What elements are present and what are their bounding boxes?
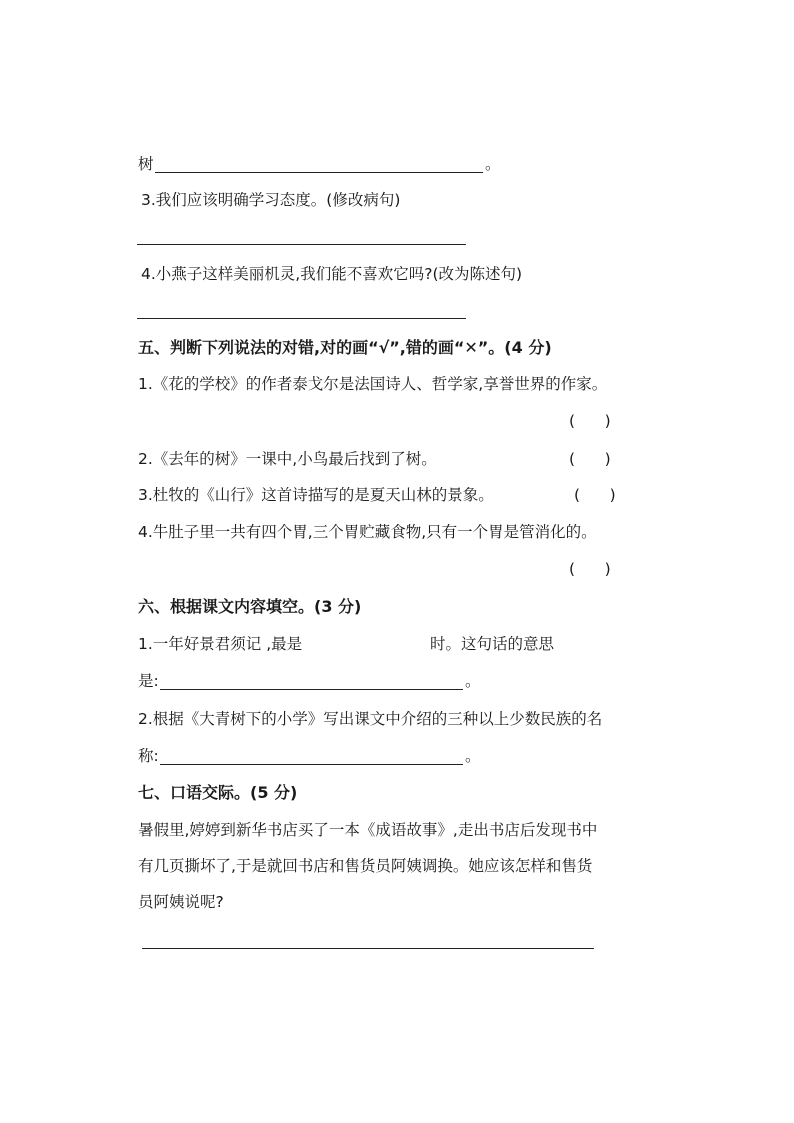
answer-line[interactable] <box>155 172 483 173</box>
fill-question-2-a: 2.根据《大青树下的小学》写出课文中介绍的三种以上少数民族的名 <box>138 710 603 728</box>
fill-line-suffix: 。 <box>485 155 501 173</box>
answer-line[interactable] <box>160 689 463 690</box>
answer-line[interactable] <box>142 948 594 949</box>
judge-item-3: 3.杜牧的《山行》这首诗描写的是夏天山林的景象。 <box>138 486 494 504</box>
answer-parentheses[interactable]: ( ) <box>569 412 611 430</box>
question-item-4: 4.小燕子这样美丽机灵,我们能不喜欢它吗?(改为陈述句) <box>141 265 523 283</box>
answer-parentheses[interactable]: ( ) <box>569 450 611 468</box>
answer-line[interactable] <box>137 318 466 319</box>
fill-question-1-a: 1.一年好景君须记 ,最是 <box>138 635 303 653</box>
fill-line-prefix: 树 <box>138 155 154 173</box>
answer-line[interactable] <box>137 244 466 245</box>
answer-line[interactable] <box>160 764 463 765</box>
fill-question-2-end: 。 <box>465 747 481 765</box>
judge-item-1: 1.《花的学校》的作者泰戈尔是法国诗人、哲学家,享誉世界的作家。 <box>138 375 608 393</box>
judge-item-4: 4.牛肚子里一共有四个胃,三个胃贮藏食物,只有一个胃是管消化的。 <box>138 523 597 541</box>
fill-question-1-b: 时。这句话的意思 <box>430 635 555 653</box>
dialogue-prompt-line-1: 暑假里,婷婷到新华书店买了一本《成语故事》,走出书店后发现书中 <box>138 821 598 839</box>
dialogue-prompt-line-2: 有几页撕坏了,于是就回书店和售货员阿姨调换。她应该怎样和售货 <box>138 857 593 875</box>
fill-question-1-c: 是: <box>138 672 159 690</box>
dialogue-prompt-line-3: 员阿姨说呢? <box>138 893 224 911</box>
fill-question-2-b: 称: <box>138 747 159 765</box>
judge-item-2: 2.《去年的树》一课中,小鸟最后找到了树。 <box>138 450 437 468</box>
fill-question-1-end: 。 <box>465 672 481 690</box>
answer-parentheses[interactable]: ( ) <box>569 560 611 578</box>
section-7-title: 七、口语交际。(5 分) <box>138 783 298 802</box>
section-5-title: 五、判断下列说法的对错,对的画“√”,错的画“✕”。(4 分) <box>138 338 552 357</box>
question-item-3: 3.我们应该明确学习态度。(修改病句) <box>141 191 401 209</box>
answer-parentheses[interactable]: ( ) <box>574 486 616 504</box>
section-6-title: 六、根据课文内容填空。(3 分) <box>138 597 362 616</box>
